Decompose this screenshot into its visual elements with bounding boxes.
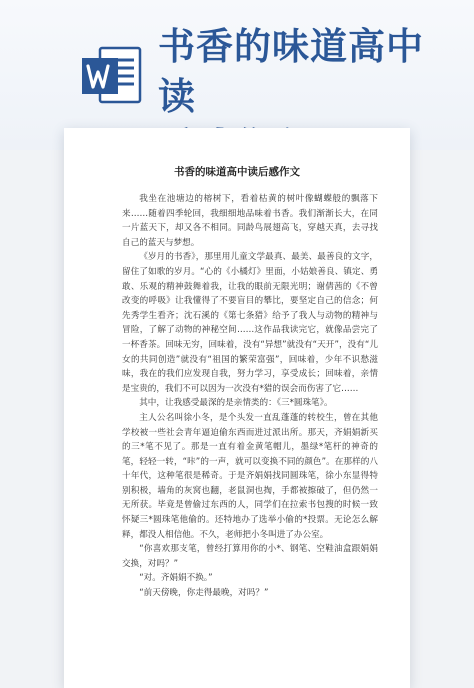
paragraph: 其中，让我感受最深的是亲情类的：《三*圆珠笔》。 xyxy=(139,398,333,409)
paragraph: 《岁月的书香》，那里用儿童文学最真、最美、最善良的文字，留住了如歌的岁月。“心的《小橘灯》里面，小姑娘善良、镇定、勇敢、乐观的精神鼓舞着我，让我的眼前无限光明；谢倩茜的《不曾改变的呼吸》让我懂得了不要盲目的攀比，要坚定自己的信念；何先秀学生看齐；沈石溪的《第七条猎》给予了我人与动物的精神与冒险，了解了动物的神秘空间……这作品我读完它，就像品尝完了一杯香茶。回味无穷，回味着，没有“异想”就没有“天开”，没有“儿女的共同创造”就没有“祖国的繁荣富强”，回味着，少年不识愁滋味，我在的我们应发现自我，努力学习，享受成长；回味着，亲情是宝贵的，我们不可以因为一次没有*猎的误会而伤害了它…… xyxy=(122,252,378,394)
paragraph: 我坐在池塘边的榕树下，看着枯黄的树叶像蝴蝶般的飘落下来……随着四季轮回，我细细地品味着书香。我们渐渐长大，在同一片蓝天下，却又各不相同。同龄鸟展翅高飞，穿越天真，去寻找自己的蓝天与梦想。 xyxy=(122,194,378,248)
document-body xyxy=(122,192,378,601)
document-page xyxy=(64,128,410,688)
paragraph: 主人公名叫徐小冬，是个头发一直乱蓬蓬的转校生，曾在其他学校被一些社会青年逼迫偷东西而进过派出所。那天，齐娟娟新买的三*笔不见了。那是一直有着金黄笔帽儿，墨绿*笔杆的神奇的笔，轻轻一转，“咔”的一声，就可以变换不同的颜色”。在那样的八十年代，这种笔很是稀奇。于是齐娟娟找同圆珠笔，徐小东显得特别积极，墙角的灰窝也翻，老鼠洞也掏，手都被擦破了，但仍然一无所获。毕竟是曾偷过东西的人，同学们在拉索书包搜的时候一致怀疑三*圆珠笔他偷的。还特地办了选举小偷的*投票。无论怎么解释，都没人相信他。不久，老师把小冬叫进了办公室。 xyxy=(122,412,378,540)
paragraph: “对。齐娟娟不换。” xyxy=(139,573,213,584)
banner-title-line-1: 书香的味道高中读 xyxy=(158,25,424,118)
paragraph: “你喜欢那支笔，曾经打算用你的小*、钢笔、空鞋油盒跟娟娟交换，对吗？” xyxy=(122,544,378,569)
document-title: 书香的味道高中读后感作文 xyxy=(174,166,300,178)
word-document-icon xyxy=(78,42,146,110)
paragraph: “前天傍晚，你走得最晚，对吗？” xyxy=(139,588,269,599)
